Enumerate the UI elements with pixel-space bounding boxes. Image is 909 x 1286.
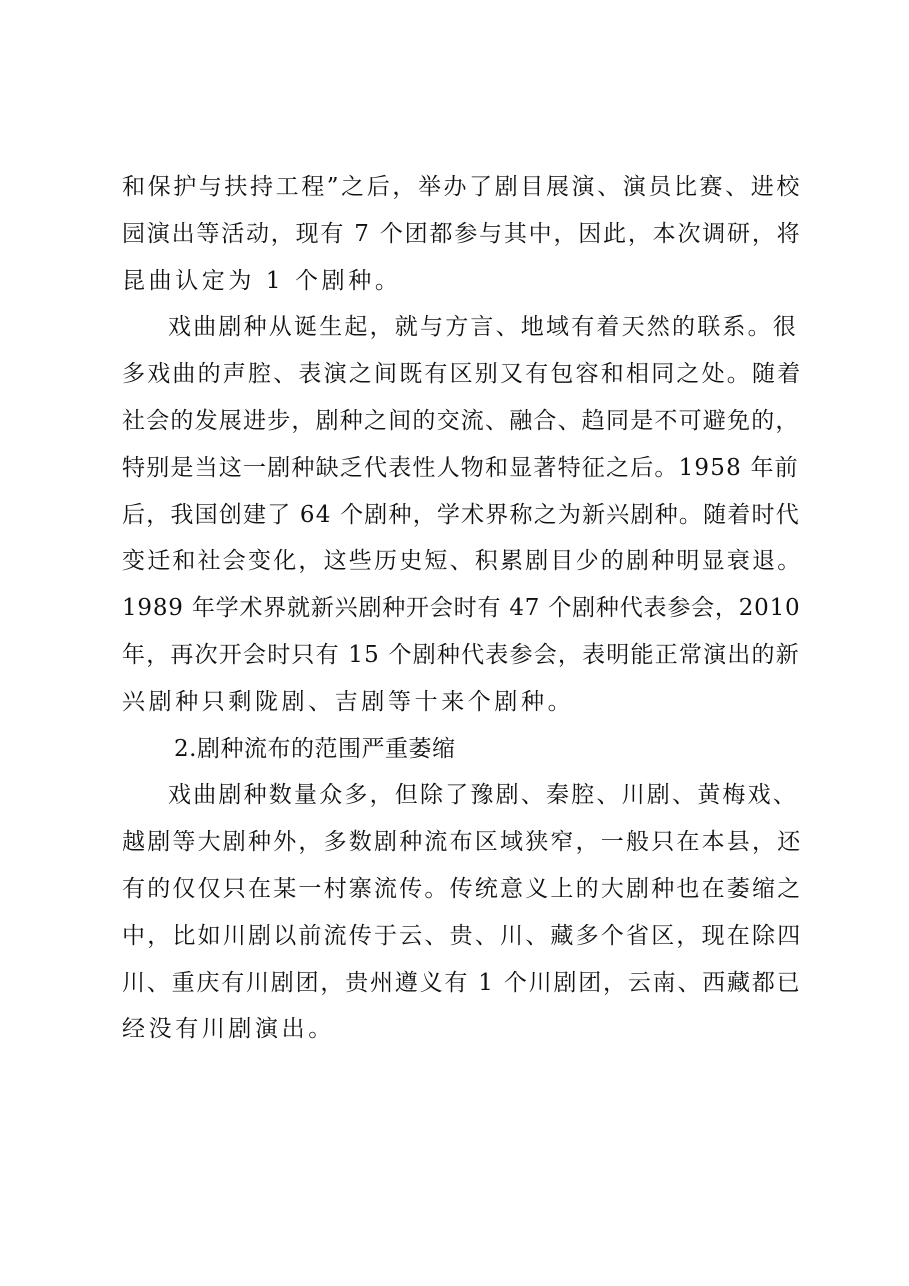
text-line: 戏曲剧种数量众多，但除了豫剧、秦腔、川剧、黄梅戏、 <box>168 782 798 809</box>
text-line: 有的仅仅只在某一村寨流传。传统意义上的大剧种也在萎缩之 <box>122 875 803 902</box>
paragraph-dialect-region <box>122 304 802 725</box>
text-line: 后，我国创建了 64 个剧种，学术界称之为新兴剧种。随着时代 <box>122 501 800 528</box>
text-line: 经没有川剧演出。 <box>122 1016 335 1043</box>
text-line: 变迁和社会变化，这些历史短、积累剧目少的剧种明显衰退。 <box>122 548 803 575</box>
section-heading-text: 2.剧种流布的范围严重萎缩 <box>174 735 456 762</box>
text-line: 川、重庆有川剧团，贵州遵义有 1 个川剧团，云南、西藏都已 <box>122 969 802 996</box>
text-line: 和保护与扶持工程”之后，举办了剧目展演、演员比赛、进校 <box>122 174 802 200</box>
document-body <box>122 164 802 1053</box>
text-line: 昆曲认定为 1 个剧种。 <box>122 267 402 294</box>
text-line: 社会的发展进步，剧种之间的交流、融合、趋同是不可避免的， <box>122 407 800 434</box>
text-line: 戏曲剧种从诞生起，就与方言、地域有着天然的联系。很 <box>168 314 798 341</box>
text-line: 1989 年学术界就新兴剧种开会时有 47 个剧种代表参会，2010 <box>122 595 801 622</box>
text-line: 兴剧种只剩陇剧、吉剧等十来个剧种。 <box>122 688 575 715</box>
text-line: 年，再次开会时只有 15 个剧种代表参会，表明能正常演出的新 <box>122 641 800 668</box>
text-line: 越剧等大剧种外，多数剧种流布区域狭窄，一般只在本县，还 <box>122 829 803 856</box>
text-line: 中，比如川剧以前流传于云、贵、川、藏多个省区，现在除四 <box>122 922 803 949</box>
paragraph-distribution <box>122 772 802 1053</box>
paragraph-kunqu <box>122 164 802 304</box>
text-line: 园演出等活动，现有 7 个团都参与其中，因此，本次调研，将 <box>122 220 802 247</box>
section-heading <box>122 726 802 773</box>
text-line: 特别是当这一剧种缺乏代表性人物和显著特征之后。1958 年前 <box>122 454 799 481</box>
text-line: 多戏曲的声腔、表演之间既有区别又有包容和相同之处。随着 <box>122 361 803 388</box>
